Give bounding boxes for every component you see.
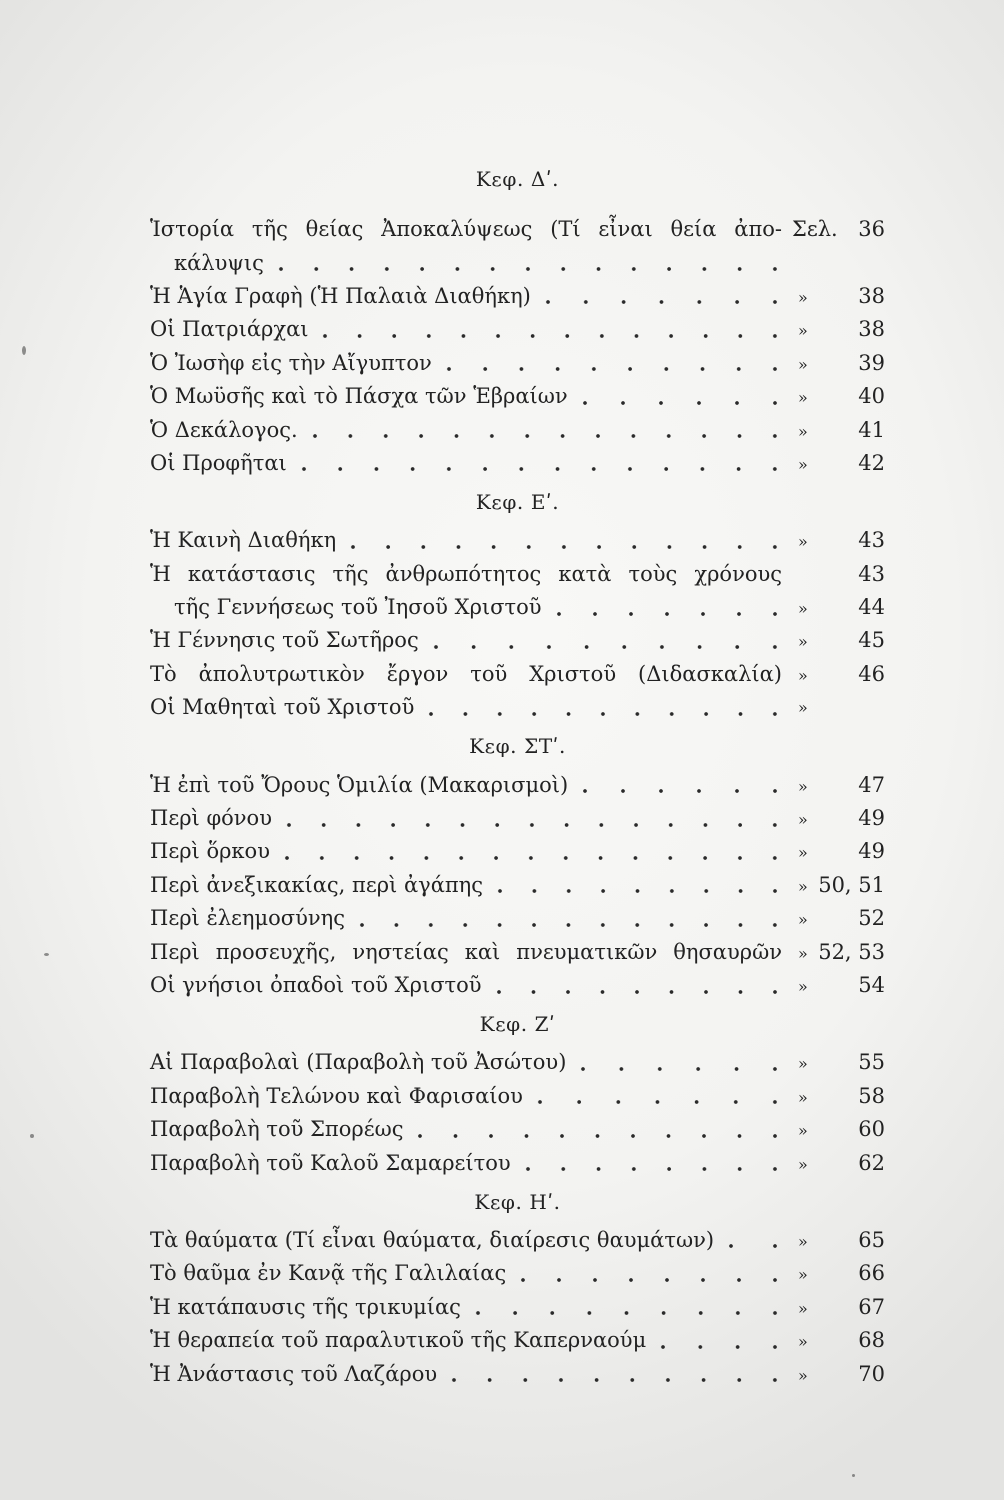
- dot-leader: [714, 1244, 792, 1248]
- page-number: 68: [858, 1328, 885, 1353]
- entry-title: Οἱ Πατριάρχαι: [150, 317, 309, 342]
- toc-entry: [150, 835, 885, 868]
- page-number: 65: [858, 1227, 885, 1252]
- page-ref-marker: »: [798, 632, 808, 652]
- page-number: 62: [858, 1150, 885, 1175]
- page-ref: [792, 417, 885, 442]
- page-number: 49: [858, 806, 885, 831]
- entry-title: Ὁ Δεκάλογος.: [150, 417, 298, 442]
- toc-entry: [150, 280, 885, 313]
- entry-title: Οἱ Προφῆται: [150, 450, 287, 475]
- chapter-heading: Κεφ. Εʹ.: [475, 490, 560, 515]
- page-number: 39: [858, 350, 885, 375]
- entry-title: Περὶ ὅρκου: [150, 839, 270, 864]
- toc-entry: [150, 969, 885, 1002]
- page-ref: [792, 1052, 885, 1073]
- entry-title: Ἡ Γέννησις τοῦ Σωτῆρος: [150, 628, 419, 653]
- entry-title: τῆς Γεννήσεως τοῦ Ἰησοῦ Χριστοῦ: [174, 595, 542, 620]
- page-ref-marker: »: [798, 1231, 808, 1251]
- dot-leader: [272, 823, 792, 827]
- page-ref-marker: »: [798, 1087, 808, 1107]
- page-ref-marker: »: [798, 665, 808, 685]
- page-number: 52: [858, 906, 885, 931]
- toc-entry: [150, 413, 885, 446]
- dot-leader: [308, 334, 792, 338]
- entry-title: Ἡ Ἀνάστασις τοῦ Λαζάρου: [150, 1361, 438, 1386]
- toc-entry: [150, 624, 885, 657]
- toc-entry: [150, 1324, 885, 1357]
- dot-leader: [287, 467, 792, 471]
- page-ref: [792, 841, 885, 862]
- page-ref-marker: »: [798, 1265, 808, 1285]
- page-ref-marker: »: [798, 1054, 808, 1074]
- dot-leader: [345, 923, 792, 927]
- page-ref-marker: »: [798, 287, 808, 307]
- page-number: 47: [858, 772, 885, 797]
- toc-entry: [150, 347, 885, 380]
- toc-entry: [150, 768, 885, 801]
- dot-leader: [568, 401, 792, 405]
- entry-title: Τὸ θαῦμα ἐν Κανᾷ τῆς Γαλιλαίας: [150, 1261, 507, 1286]
- dot-leader: [264, 267, 792, 271]
- page-ref: [792, 661, 885, 686]
- dot-leader: [542, 612, 792, 616]
- toc-entry: [150, 380, 885, 413]
- page-ref-marker: »: [798, 1298, 808, 1318]
- entry-title: Ἡ ἐπὶ τοῦ Ὄρους Ὁμιλία (Μακαρισμοὶ): [150, 772, 569, 797]
- page-number: 60: [858, 1117, 885, 1142]
- entry-title: Τὸ ἀπολυτρωτικὸν ἔργον τοῦ Χριστοῦ (Διδασκαλία): [150, 661, 782, 686]
- entry-title: κάλυψις: [174, 250, 264, 275]
- scan-speck: [44, 953, 49, 956]
- page-ref: [792, 283, 885, 308]
- page-ref: [792, 597, 885, 618]
- entry-title: Ὁ Μωϋσῆς καὶ τὸ Πάσχα τῶν Ἑβραίων: [150, 384, 568, 409]
- toc-entry: [150, 1257, 885, 1290]
- page-ref-marker: »: [798, 388, 808, 408]
- page-ref-marker: »: [798, 843, 808, 863]
- toc-entry: [150, 246, 885, 279]
- toc-entry: [150, 658, 885, 691]
- dot-leader: [461, 1311, 792, 1315]
- page-ref-marker: »: [798, 454, 808, 474]
- page-ref-marker: Σελ.: [792, 217, 838, 242]
- toc-entry: [150, 1291, 885, 1324]
- page-number: 49: [858, 839, 885, 864]
- page-ref: [792, 219, 885, 240]
- toc-entry: [150, 1146, 885, 1179]
- entry-title: Αἱ Παραβολαὶ (Παραβολὴ τοῦ Ἀσώτου): [150, 1050, 567, 1075]
- entry-title: Ἡ κατάπαυσις τῆς τρικυμίας: [150, 1294, 461, 1319]
- dot-leader: [419, 645, 792, 649]
- page-ref-marker: »: [798, 943, 808, 963]
- toc-entry: [150, 1224, 885, 1257]
- chapter-heading: Κεφ. Δʹ.: [475, 167, 560, 191]
- dot-leader: [482, 990, 792, 994]
- page-number: 55: [858, 1050, 885, 1075]
- page-number: 38: [858, 283, 885, 308]
- toc-entry: [150, 869, 885, 902]
- dot-leader: [414, 712, 792, 716]
- page-ref-marker: »: [798, 1154, 808, 1174]
- page-ref: [792, 319, 885, 340]
- toc-entry: [150, 213, 885, 246]
- toc-entry: [150, 1080, 885, 1113]
- dot-leader: [566, 1067, 792, 1071]
- page-ref-marker: »: [798, 1332, 808, 1352]
- page-number: 40: [858, 384, 885, 409]
- entry-title: Ἡ Ἁγία Γραφὴ (Ἡ Παλαιὰ Διαθήκη): [150, 283, 531, 308]
- toc-entry: [150, 558, 885, 591]
- chapter-heading: Κεφ. Ηʹ.: [474, 1189, 561, 1214]
- toc-entry: [150, 935, 885, 968]
- chapter-heading: Κεφ. Ζʹ: [479, 1012, 556, 1037]
- chapter-section: [150, 1002, 885, 1180]
- page-number: 58: [858, 1083, 885, 1108]
- page-ref: [792, 1083, 885, 1108]
- page-ref-marker: »: [798, 776, 808, 796]
- toc-entry: [150, 691, 885, 724]
- toc-entry: [150, 1113, 885, 1146]
- entry-title: Παραβολὴ τοῦ Σπορέως: [150, 1117, 404, 1142]
- page-ref: [792, 939, 885, 964]
- page-number: 43: [858, 561, 885, 586]
- toc-entry: [150, 591, 885, 624]
- toc-entry: [150, 1046, 885, 1079]
- page-number: 42: [858, 450, 885, 475]
- page-ref: [792, 1227, 885, 1252]
- page-number: 66: [858, 1261, 885, 1286]
- page-number: 46: [858, 661, 885, 686]
- chapter-section: [150, 480, 885, 724]
- page-ref-marker: »: [798, 421, 808, 441]
- dot-leader: [270, 856, 792, 860]
- scan-speck: [852, 1474, 855, 1477]
- page-ref-marker: »: [798, 532, 808, 552]
- entry-title: Παραβολὴ τοῦ Καλοῦ Σαμαρείτου: [150, 1150, 511, 1175]
- dot-leader: [511, 1167, 792, 1171]
- page-number: 38: [858, 317, 885, 342]
- page-ref: [792, 386, 885, 407]
- page-ref-marker: »: [798, 321, 808, 341]
- page-ref: [792, 1361, 885, 1386]
- page-ref-marker: »: [798, 1365, 808, 1385]
- page-ref-marker: »: [798, 910, 808, 930]
- entry-title: Ἡ θεραπεία τοῦ παραλυτικοῦ τῆς Καπερναούμ: [150, 1328, 647, 1353]
- page-ref-marker: »: [798, 697, 808, 717]
- toc-entry: [150, 524, 885, 557]
- page-ref: [792, 450, 885, 475]
- entry-title: Ὁ Ἰωσὴφ εἰς τὴν Αἴγυπτον: [150, 350, 432, 375]
- entry-title: Περὶ ἐλεημοσύνης: [150, 906, 345, 931]
- entry-title: Οἱ γνήσιοι ὀπαδοὶ τοῦ Χριστοῦ: [150, 973, 482, 997]
- entry-title: Περὶ ἀνεξικακίας, περὶ ἀγάπης: [150, 872, 484, 897]
- page-ref: [792, 872, 885, 897]
- page-ref: [792, 1330, 885, 1351]
- page-number: 52, 53: [818, 939, 885, 964]
- page-ref: [792, 772, 885, 797]
- dot-leader: [568, 789, 792, 793]
- dot-leader: [437, 1378, 792, 1382]
- toc-entry: [150, 313, 885, 346]
- entry-title: Ἱστορία τῆς θείας Ἀποκαλύψεως (Τί εἶναι θεία ἀπο-: [150, 217, 782, 242]
- toc-entry: [150, 447, 885, 480]
- page-ref: [792, 1294, 885, 1319]
- page-number: 70: [858, 1361, 885, 1386]
- page-ref: [792, 1119, 885, 1140]
- page-ref: [792, 697, 885, 717]
- page-ref: [792, 808, 885, 829]
- chapter-heading: Κεφ. ΣΤʹ.: [469, 734, 566, 759]
- entry-title: Οἱ Μαθηταὶ τοῦ Χριστοῦ: [150, 695, 415, 720]
- page-ref-marker: »: [798, 977, 808, 996]
- page-number: 44: [858, 595, 885, 620]
- toc-entry: [150, 802, 885, 835]
- table-of-contents: [150, 157, 885, 1391]
- dot-leader: [403, 1134, 792, 1138]
- page-ref: [792, 561, 885, 586]
- scan-speck: [30, 1134, 34, 1138]
- page-number: 50, 51: [818, 872, 885, 897]
- page-number: 67: [858, 1294, 885, 1319]
- dot-leader: [506, 1278, 792, 1282]
- page-number: 43: [858, 528, 885, 553]
- page-number: 36: [858, 217, 885, 242]
- dot-leader: [523, 1100, 792, 1104]
- chapter-section: [150, 724, 885, 1002]
- toc-entry: [150, 902, 885, 935]
- scan-speck: [22, 346, 26, 355]
- page-ref: [792, 975, 885, 996]
- entry-title: Τὰ θαύματα (Τί εἶναι θαύματα, διαίρεσις θαυμάτων): [150, 1227, 715, 1252]
- dot-leader: [432, 367, 792, 371]
- page-ref: [792, 350, 885, 375]
- page-ref-marker: »: [798, 599, 808, 619]
- page-ref: [792, 1150, 885, 1175]
- dot-leader: [298, 434, 792, 438]
- dot-leader: [646, 1345, 792, 1349]
- page-ref-marker: »: [798, 354, 808, 374]
- page-number: 54: [858, 973, 885, 997]
- page-ref-marker: »: [798, 1121, 808, 1141]
- page-ref: [792, 1263, 885, 1284]
- dot-leader: [336, 545, 792, 549]
- chapter-section: [150, 1180, 885, 1391]
- page-ref: [792, 530, 885, 551]
- entry-title: Ἡ κατάστασις τῆς ἀνθρωπότητος κατὰ τοὺς χρόνους: [150, 561, 782, 586]
- page-number: 45: [858, 628, 885, 653]
- page-ref-marker: »: [798, 876, 808, 896]
- entry-title: Ἡ Καινὴ Διαθήκη: [150, 528, 337, 553]
- page-ref: [792, 908, 885, 929]
- entry-title: Περὶ προσευχῆς, νηστείας καὶ πνευματικῶν θησαυρῶν: [150, 939, 782, 964]
- entry-title: Παραβολὴ Τελώνου καὶ Φαρισαίου: [150, 1083, 523, 1108]
- dot-leader: [531, 300, 792, 304]
- page-ref-marker: »: [798, 810, 808, 830]
- chapter-section: [150, 157, 885, 480]
- page-number: 41: [858, 417, 885, 442]
- entry-title: Περὶ φόνου: [150, 806, 272, 831]
- toc-entry: [150, 1357, 885, 1390]
- dot-leader: [483, 889, 792, 893]
- page-ref: [792, 630, 885, 651]
